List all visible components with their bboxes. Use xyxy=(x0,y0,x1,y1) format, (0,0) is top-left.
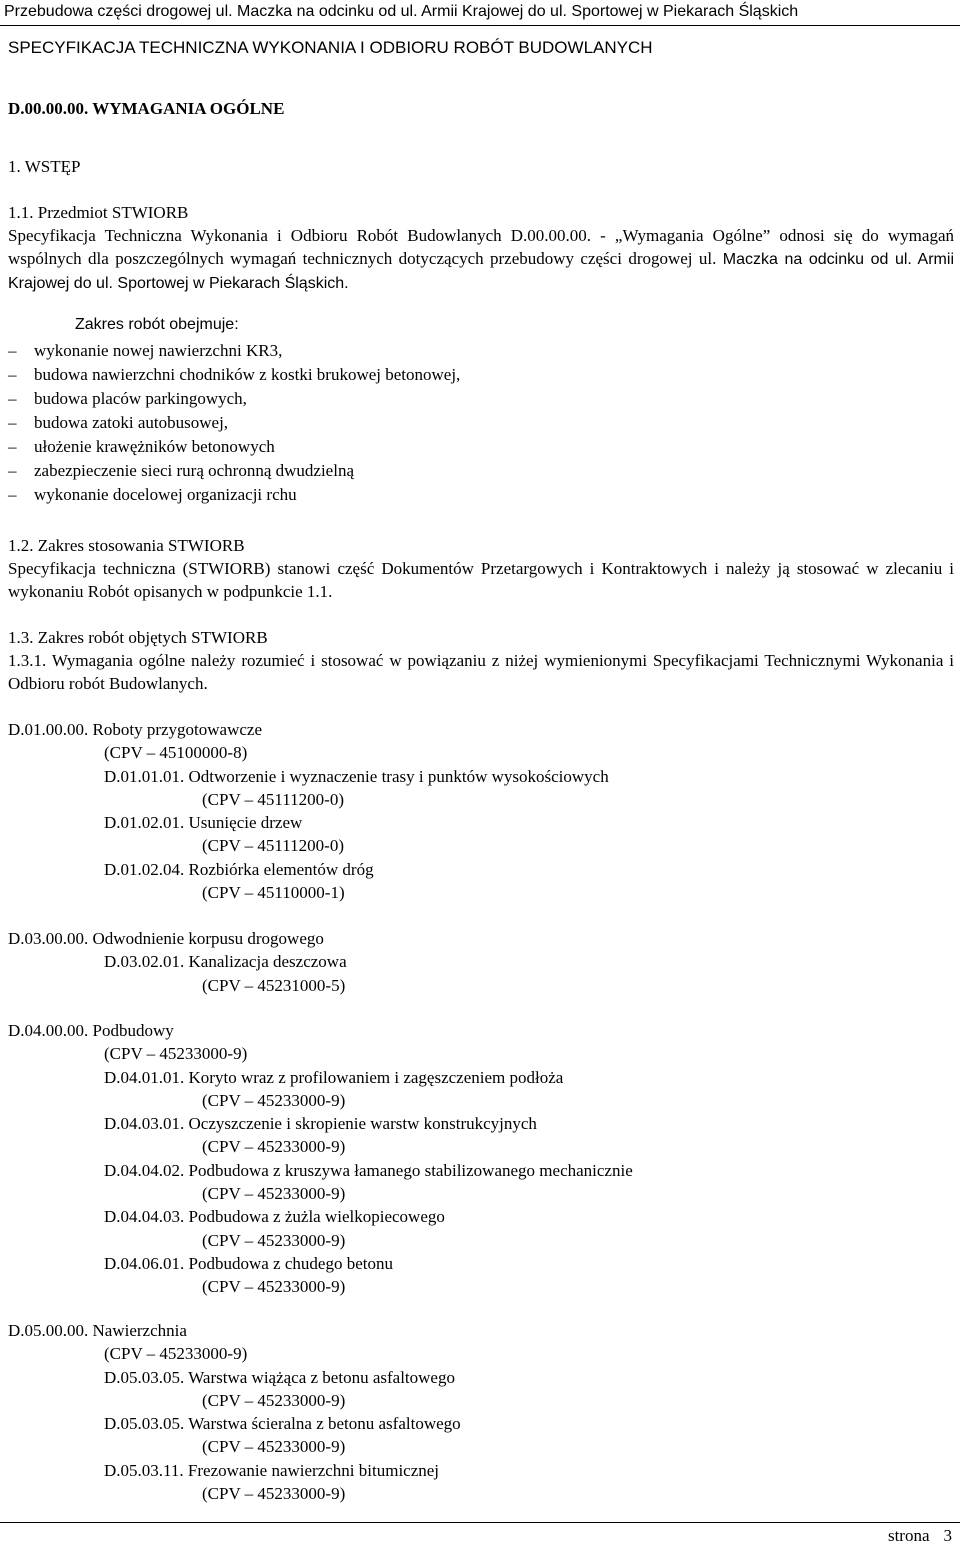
spec-group-title: Roboty przygotowawcze xyxy=(92,720,263,739)
spec-group xyxy=(8,718,262,741)
scope-item-text: budowa nawierzchni chodników z kostki brukowej betonowej, xyxy=(34,365,461,384)
spec-item xyxy=(104,950,347,973)
spec-item-code: D.04.04.03. xyxy=(104,1207,185,1226)
spec-group-code: D.01.00.00. xyxy=(8,720,89,739)
bullet-dash: – xyxy=(8,461,17,480)
scope-item-text: wykonanie docelowej organizacji rchu xyxy=(34,485,297,504)
spec-item xyxy=(104,1252,393,1275)
spec-group-code: D.04.00.00. xyxy=(8,1021,89,1040)
spec-item-code: D.04.01.01. xyxy=(104,1068,185,1087)
spec-item-title: Koryto wraz z profilowaniem i zagęszczeniem podłoża xyxy=(188,1068,564,1087)
spec-item xyxy=(104,1066,563,1089)
spec-item-title: Usunięcie drzew xyxy=(188,813,303,832)
spec-item xyxy=(104,858,374,881)
spec-item-title: Odtworzenie i wyznaczenie trasy i punktów wysokościowych xyxy=(188,767,609,786)
scope-list-item xyxy=(8,483,297,506)
spec-group-title: Podbudowy xyxy=(92,1021,174,1040)
scope-intro: Zakres robót obejmuje: xyxy=(75,316,239,333)
spec-item-cpv: (CPV – 45233000-9) xyxy=(202,1437,346,1456)
footer-rule xyxy=(0,1522,960,1523)
bullet-dash: – xyxy=(8,389,17,408)
bullet-dash: – xyxy=(8,413,17,432)
spec-item-cpv: (CPV – 45231000-5) xyxy=(202,976,346,995)
spec-item-title: Podbudowa z kruszywa łamanego stabilizowanego mechanicznie xyxy=(188,1161,633,1180)
spec-item xyxy=(104,1366,455,1389)
scope-item-text: budowa placów parkingowych, xyxy=(34,389,247,408)
scope-list-item xyxy=(8,387,247,410)
paragraph-1-1-part-b: Maczka na odcinku od ul. Armii Krajowej do ul. Sportowej w Piekarach Śląskich. xyxy=(8,251,954,292)
spec-item-title: Warstwa ścieralna z betonu asfaltowego xyxy=(188,1414,461,1433)
document-title: SPECYFIKACJA TECHNICZNA WYKONANIA I ODBIORU ROBÓT BUDOWLANYCH xyxy=(8,38,653,57)
spec-item-cpv: (CPV – 45233000-9) xyxy=(202,1277,346,1296)
spec-group xyxy=(8,1319,187,1342)
spec-item-cpv: (CPV – 45233000-9) xyxy=(202,1231,346,1250)
scope-item-text: ułożenie krawężników betonowych xyxy=(34,437,275,456)
spec-item xyxy=(104,1412,461,1435)
scope-list-item xyxy=(8,339,282,362)
bullet-dash: – xyxy=(8,485,17,504)
spec-item-title: Podbudowa z żużla wielkopiecowego xyxy=(188,1207,445,1226)
spec-group-cpv: (CPV – 45100000-8) xyxy=(104,743,248,762)
paragraph-1-1 xyxy=(8,224,954,295)
scope-list-item xyxy=(8,411,228,434)
bullet-dash: – xyxy=(8,437,17,456)
spec-item-code: D.05.03.05. xyxy=(104,1414,185,1433)
page-label: strona xyxy=(887,1526,930,1545)
spec-item xyxy=(104,811,302,834)
scope-item-text: wykonanie nowej nawierzchni KR3, xyxy=(34,341,283,360)
scope-list-item xyxy=(8,363,460,386)
spec-item-cpv: (CPV – 45233000-9) xyxy=(202,1184,346,1203)
page-number-value: 3 xyxy=(943,1526,952,1545)
spec-item-cpv: (CPV – 45233000-9) xyxy=(202,1391,346,1410)
header-rule xyxy=(0,25,960,26)
spec-item-code: D.01.02.01. xyxy=(104,813,185,832)
spec-group-code: D.05.00.00. xyxy=(8,1321,89,1340)
heading-1-2: 1.2. Zakres stosowania STWIORB xyxy=(8,536,245,555)
spec-item-code: D.05.03.05. xyxy=(104,1368,185,1387)
spec-item xyxy=(104,1205,445,1228)
spec-item-code: D.05.03.11. xyxy=(104,1461,184,1480)
spec-item-cpv: (CPV – 45233000-9) xyxy=(202,1137,346,1156)
spec-group-title: Odwodnienie korpusu drogowego xyxy=(92,929,324,948)
paragraph-1-1-part-a: Specyfikacja Techniczna Wykonania i Odbioru Robót Budowlanych D.00.00.00. - „Wymagania Ogólne” odnosi się do wymagań wspólnych dla poszczególnych wymagań technicznych dotyczących przebudowy części drogowej ul. xyxy=(8,226,954,268)
spec-item-code: D.03.02.01. xyxy=(104,952,185,971)
spec-item-title: Rozbiórka elementów dróg xyxy=(188,860,374,879)
running-header: Przebudowa części drogowej ul. Maczka na odcinku od ul. Armii Krajowej do ul. Sportowej w Piekarach Śląskich xyxy=(4,3,799,20)
spec-item xyxy=(104,765,609,788)
heading-1-3: 1.3. Zakres robót objętych STWIORB xyxy=(8,628,268,647)
section-heading: D.00.00.00. WYMAGANIA OGÓLNE xyxy=(8,99,285,118)
scope-list-item xyxy=(8,435,275,458)
spec-group xyxy=(8,927,324,950)
bullet-dash: – xyxy=(8,365,17,384)
spec-group xyxy=(8,1019,174,1042)
heading-1: 1. WSTĘP xyxy=(8,157,81,176)
scope-item-text: zabezpieczenie sieci rurą ochronną dwudzielną xyxy=(34,461,354,480)
spec-group-title: Nawierzchnia xyxy=(92,1321,187,1340)
spec-item xyxy=(104,1459,439,1482)
page-number xyxy=(888,1526,952,1546)
spec-item xyxy=(104,1159,633,1182)
spec-item-title: Podbudowa z chudego betonu xyxy=(188,1254,393,1273)
paragraph-1-2: Specyfikacja techniczna (STWIORB) stanowi część Dokumentów Przetargowych i Kontraktowych i należy ją stosować w zlecaniu i wykonaniu Robót opisanych w podpunkcie 1.1. xyxy=(8,559,954,601)
spec-item-code: D.04.04.02. xyxy=(104,1161,185,1180)
spec-item-cpv: (CPV – 45111200-0) xyxy=(202,836,344,855)
spec-item-cpv: (CPV – 45111200-0) xyxy=(202,790,344,809)
scope-item-text: budowa zatoki autobusowej, xyxy=(34,413,229,432)
heading-1-1: 1.1. Przedmiot STWIORB xyxy=(8,203,189,222)
scope-list-item xyxy=(8,459,354,482)
spec-item-code: D.01.02.04. xyxy=(104,860,185,879)
spec-item-title: Kanalizacja deszczowa xyxy=(188,952,347,971)
spec-item-code: D.04.03.01. xyxy=(104,1114,185,1133)
spec-item-cpv: (CPV – 45110000-1) xyxy=(202,883,345,902)
spec-group-code: D.03.00.00. xyxy=(8,929,89,948)
spec-item-cpv: (CPV – 45233000-9) xyxy=(202,1484,346,1503)
bullet-dash: – xyxy=(8,341,17,360)
spec-group-cpv: (CPV – 45233000-9) xyxy=(104,1044,248,1063)
spec-item-title: Frezowanie nawierzchni bitumicznej xyxy=(187,1461,440,1480)
paragraph-1-3-1: 1.3.1. Wymagania ogólne należy rozumieć i stosować w powiązaniu z niżej wymienionymi Specyfikacjami Technicznymi Wykonania i Odbioru robót Budowlanych. xyxy=(8,651,954,693)
spec-item xyxy=(104,1112,537,1135)
spec-item-title: Oczyszczenie i skropienie warstw konstrukcyjnych xyxy=(188,1114,537,1133)
spec-group-cpv: (CPV – 45233000-9) xyxy=(104,1344,248,1363)
spec-item-title: Warstwa wiążąca z betonu asfaltowego xyxy=(188,1368,455,1387)
spec-item-code: D.01.01.01. xyxy=(104,767,185,786)
spec-item-cpv: (CPV – 45233000-9) xyxy=(202,1091,346,1110)
spec-item-code: D.04.06.01. xyxy=(104,1254,185,1273)
